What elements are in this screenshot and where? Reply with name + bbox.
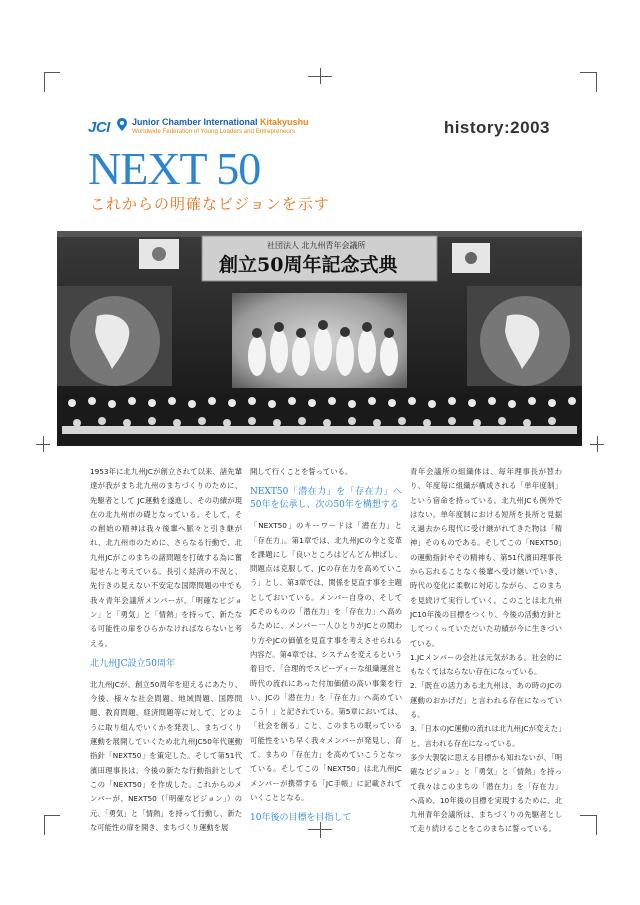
- crop-mark: [580, 72, 596, 73]
- ceremony-photo-svg: [57, 231, 582, 446]
- logo-org-name-main: Junior Chamber International: [132, 117, 258, 127]
- location-pin-icon: [117, 118, 127, 131]
- goal-list-item: 2.「既在の活力ある北九州は、あの時のJCの運動のおかげだ」と言われる存在になっている。: [410, 681, 562, 720]
- logo-tagline: Worldwide Federation of Young Leaders and Entrepreneurs: [132, 128, 295, 135]
- goal-list-item: 1.JCメンバーの会社は元気がある。社会的にもなくてはならない存在になっている。: [410, 652, 562, 677]
- logo-org-name-city: Kitakyushu: [260, 117, 309, 127]
- section-heading: 北九州JC設立50周年: [90, 658, 175, 669]
- logo-mark: JCI: [88, 119, 110, 136]
- section-heading: 10年後の目標を目指して: [250, 813, 352, 824]
- section-heading: NEXT50「潜在力」を「存在力」へ 50年を伝承し、次の50年を構想する: [250, 487, 402, 511]
- crop-mark: [596, 815, 597, 835]
- banner-small-text: 社団法人 北九州青年会議所: [267, 241, 366, 250]
- crop-mark: [44, 72, 45, 92]
- article-paragraph: 青年会議所の組織体は、毎年理事長が替わり、年度毎に組織が構成される「単年度制」という宿命を持っている。北九州JCも例外ではない。単年度制における短所を長所と見据え過去から現代に受け継がれてきた物は「精神」そのものである。そしてこの「NEXT50」の運動指針やその精神も、第51代濱田理事長から忘れることなく後輩へ受け継いでいき、時代の変化に柔軟に対応しながら、このまちを見続けて実行していく。このことは北九州JC10年後の目標をつくり、今後の活動方針としてつくっていただいた功績が今に生きづいている。: [410, 467, 562, 648]
- article-column-2: [250, 465, 402, 832]
- article-paragraph: 北九州JCが、創立50周年を迎えるにあたり、今後、様々な社会問題、地域問題、国際問題、教育問題、経済問題等に対して、どのように取り組んでいくかを発表し、まちづくり運動を展開していくため北九州JC50年代運動指針「NEXT50」を策定した。そして第51代濱田理事長は、今後の新たな行動指針としてこの「NEXT50」を作成した。これからのメンバーが、NEXT50（「明確なビジョン」）の元、「勇気」と「情熱」を持って行動し、新たな可能性の扉を開き、まちづくり運動を展: [90, 679, 242, 832]
- goal-list-item: 3.「日本のJC運動の流れは北九州JCが変えた」と、言われる存在になっている。: [410, 724, 562, 748]
- crop-mark: [44, 815, 60, 816]
- article-paragraph: 「NEXT50」のキーワードは「潜在力」と「存在力」。第1章では、北九州JCの今と変革を課題にし「良いところはどんどん伸ばし、問題点は克服して、JCの存在力を高めていこう」とし、第3章では、関係を見直す事を主題としておいている。メンバー自身の、そしてJCそのものの「潜在力」を「存在力」へ高めるために、メンバー一人ひとりがJCとの関わり方やJCの価値を見直す事を考えさせられる内容だ。第4章では、システムを変えるという着目で、「合理的でスピーディーな組織運営と時代の流れにあった付加価値の高い事業を行い、JCの「潜在力」を「存在力」へ高めていこう！」と記されている。第5章においては、「社会を創る」こと、このまちの眠っている可能性をいち早く我々メンバーが発見し、育て、まちの「存在力」を高めていこうとなっている。そしてこの「NEXT50」は北九州JCメンバーが携帯する「JC手帳」に記載されていくこととなる。: [250, 521, 402, 802]
- crop-mark: [597, 436, 598, 452]
- ceremony-photo: [57, 231, 582, 446]
- page-subtitle: これからの明確なビジョンを示す: [90, 195, 330, 213]
- crop-mark: [44, 815, 45, 835]
- article-paragraph: 多少大袈裟に思える目標かも知れないが、「明確なビジョン」と「勇気」と「情熱」を持って我々はこのまちの「潜在力」を「存在力」へ高め、10年後の目標を実現するために、北九州青年会議所は、まちづくりの先駆者として走り続けることをこのまちに誓っている。: [410, 752, 562, 834]
- logo-org-name: [132, 117, 309, 127]
- article-column-3: [410, 465, 562, 837]
- crop-mark: [43, 436, 44, 452]
- article-paragraph: 1953年に北九州JCが創立されて以来、諸先輩達が我がまち北九州のまちづくりのために、先駆者として JC運動を遂進し、その功績が現在の北九州市の礎となっている。そして、その創始の精神は我々後輩へ脈々と引き継がれ、北九州市のために、さらなる行動で、北九州JCがこのまちの諸問題を打破する為に奮起せんと考えている。長引く経済の不況と、先行きの見えない不安定な国際問題の中でも我々青年会議所メンバーが、「明確なビジョン」と「勇気」と「情熱」を持って、新たなる可能性の扉をひらかなければならないと考える。: [90, 467, 242, 648]
- crop-mark: [596, 72, 597, 92]
- article-column-1: [90, 465, 242, 835]
- banner-main-text: 創立50周年記念式典: [219, 254, 398, 276]
- crop-mark: [580, 815, 596, 816]
- jci-logo: [88, 117, 318, 139]
- crop-mark: [44, 72, 60, 73]
- page-title: NEXT 50: [88, 143, 261, 194]
- crop-mark: [308, 76, 332, 77]
- article-paragraph: 開して行くことを誓っている。: [250, 467, 353, 476]
- history-label: history:2003: [443, 118, 550, 137]
